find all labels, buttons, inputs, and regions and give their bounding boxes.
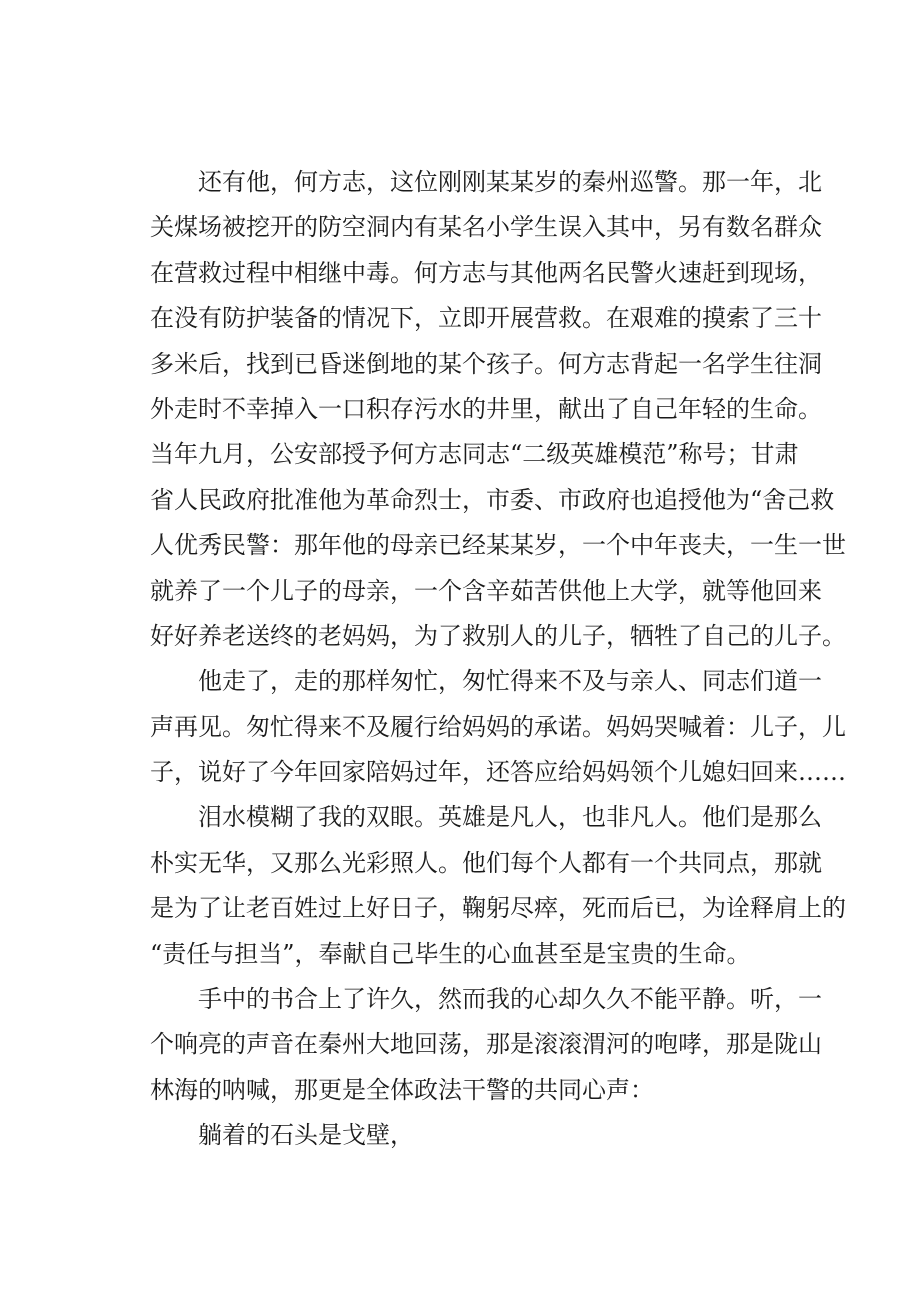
text-line: 在营救过程中相继中毒。何方志与其他两名民警火速赶到现场，: [150, 258, 822, 287]
text-line: 关煤场被挖开的防空洞内有某名小学生误入其中，另有数名群众: [150, 213, 822, 242]
paragraph-3: [150, 795, 846, 977]
paragraph-1: [150, 160, 846, 659]
text-line: 好好养老送终的老妈妈，为了救别人的儿子，牺牲了自己的儿子。: [150, 621, 846, 650]
text-line: 多米后，找到已昏迷倒地的某个孩子。何方志背起一名学生往洞: [150, 349, 822, 378]
text-line: 人优秀民警：那年他的母亲已经某某岁，一个中年丧夫，一生一世: [150, 531, 846, 560]
text-line: 声再见。匆忙得来不及履行给妈妈的承诺。妈妈哭喊着：儿子，儿: [150, 712, 846, 741]
text-line: 躺着的石头是戈壁，: [198, 1121, 414, 1150]
paragraph-2: [150, 659, 846, 795]
text-line: 是为了让老百姓过上好日子，鞠躬尽瘁，死而后已，为诠释肩上的: [150, 894, 846, 923]
text-line: 当年九月，公安部授予何方志同志“二级英雄模范”称号；甘肃: [150, 440, 799, 469]
text-line: 个响亮的声音在秦州大地回荡，那是滚滚渭河的咆哮，那是陇山: [150, 1030, 822, 1059]
text-line: 外走时不幸掉入一口积存污水的井里，献出了自己年轻的生命。: [150, 394, 822, 423]
document-body: [150, 160, 846, 1159]
text-line: 林海的呐喊，那更是全体政法干警的共同心声：: [150, 1075, 654, 1104]
text-line: 他走了，走的那样匆忙，匆忙得来不及与亲人、同志们道一: [198, 667, 822, 696]
text-line: 手中的书合上了许久，然而我的心却久久不能平静。听，一: [198, 985, 822, 1014]
text-line: 就养了一个儿子的母亲，一个含辛茹苦供他上大学，就等他回来: [150, 576, 822, 605]
text-line: 在没有防护装备的情况下，立即开展营救。在艰难的摸索了三十: [150, 304, 822, 333]
paragraph-4: [150, 977, 822, 1113]
text-line: “责任与担当”，奉献自己毕生的心血甚至是宝贵的生命。: [150, 939, 751, 968]
text-line: 泪水模糊了我的双眼。英雄是凡人，也非凡人。他们是那么: [198, 803, 822, 832]
text-line: 省人民政府批准他为革命烈士，市委、市政府也追授他为“舍己救: [150, 485, 835, 514]
text-line: 子，说好了今年回家陪妈过年，还答应给妈妈领个儿媳妇回来……: [150, 758, 846, 787]
paragraph-5: [150, 1113, 810, 1158]
text-line: 还有他，何方志，这位刚刚某某岁的秦州巡警。那一年，北: [198, 168, 822, 196]
text-line: 朴实无华，又那么光彩照人。他们每个人都有一个共同点，那就: [150, 848, 822, 877]
